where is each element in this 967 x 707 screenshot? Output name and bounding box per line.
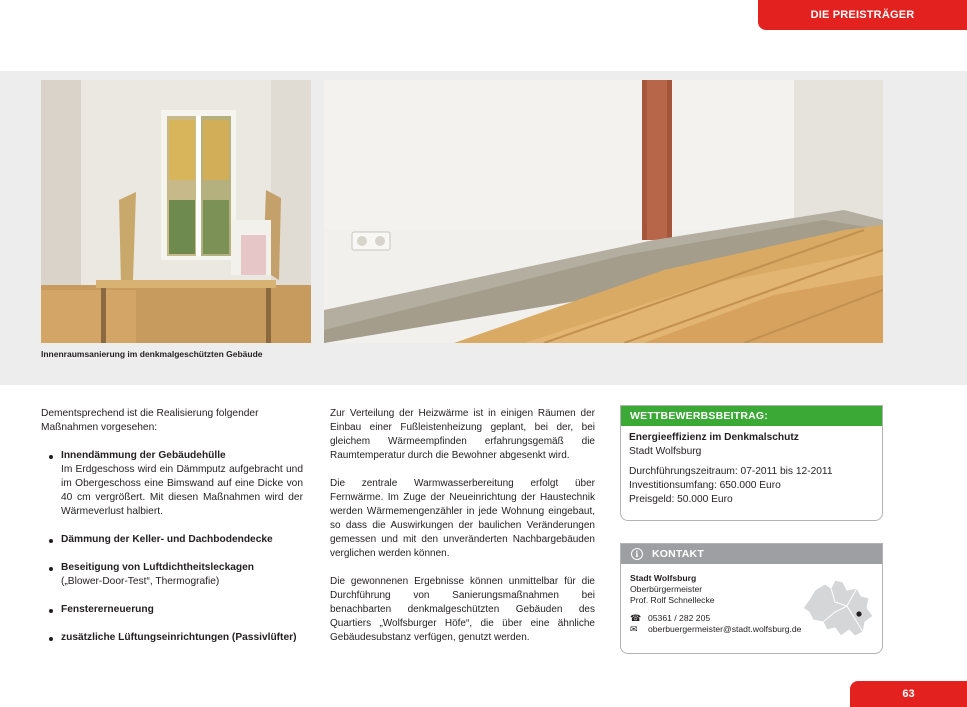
bullet-icon bbox=[49, 455, 53, 459]
contact-phone-row bbox=[630, 613, 801, 624]
intro-paragraph: Dementsprechend ist die Realisierung folgender Maßnahmen vorgesehen: bbox=[41, 408, 259, 433]
body-paragraph: Die zentrale Warmwasserbereitung erfolgt über Fernwärme. Im Zuge der Neueinrichtung der Haustechnik werden Wärmemengenzähler in jede Wohnung eingebaut, so dass die Auswirkungen der baulichen Veränderungen gemessen und mit den unveränderten Nachbargebäuden verglichen werden können. bbox=[330, 478, 595, 559]
kontakt-box bbox=[620, 543, 883, 654]
project-zeitraum: Durchführungszeitraum: 07-2011 bis 12-2011 bbox=[629, 466, 833, 477]
list-item bbox=[41, 533, 303, 547]
list-item bbox=[41, 449, 303, 519]
bullet-icon bbox=[49, 637, 53, 641]
photo-band bbox=[0, 71, 967, 385]
list-item-title: Dämmung der Keller- und Dachbodendecke bbox=[61, 534, 273, 545]
list-item-title: Innendämmung der Gebäudehülle bbox=[61, 450, 226, 461]
body-paragraph: Zur Verteilung der Heizwärme ist in einigen Räumen der Einbau einer Fußleistenheizung geplant, bei der, bei gleichem Wärmeempfinden erfahrungsgemäß die Raumtemperatur durch die Bewohner abgesenkt wird. bbox=[330, 408, 595, 461]
list-item-title: Beseitigung von Luftdichtheitsleckagen bbox=[61, 562, 255, 573]
list-item bbox=[41, 631, 303, 645]
envelope-icon: ✉ bbox=[630, 624, 638, 634]
contact-email-row[interactable] bbox=[630, 624, 801, 635]
wettbewerb-body bbox=[621, 426, 882, 512]
list-item bbox=[41, 603, 303, 617]
phone-icon: ☎ bbox=[630, 613, 642, 623]
bullet-icon bbox=[49, 567, 53, 571]
list-item-text: Im Erdgeschoss wird ein Dämmputz aufgebracht und im Obergeschoss eine Bimswand auf eine Dicke von 40 cm vergrößert. Mit diesen Maßnahmen wird der Wärmeverlust halbiert. bbox=[61, 464, 303, 517]
floor-renovation-photo bbox=[324, 80, 883, 343]
text-column-1 bbox=[41, 407, 303, 659]
kontakt-body bbox=[630, 573, 801, 635]
kontakt-header-label: KONTAKT bbox=[652, 548, 704, 560]
project-city: Stadt Wolfsburg bbox=[629, 446, 702, 457]
project-preisgeld: Preisgeld: 50.000 Euro bbox=[629, 494, 733, 505]
bullet-icon bbox=[49, 539, 53, 543]
list-item-text: („Blower-Door-Test“, Thermografie) bbox=[61, 576, 220, 587]
body-paragraph: Die gewonnenen Ergebnisse können unmittelbar für die Durchführung von Sanierungsmaßnahmen bei benachbarten denkmalgeschützten Gebäuden des Quartiers „Wolfsburger Höfe“, die über eine ähnliche Gebäudesubstanz verfügen, genutzt werden. bbox=[330, 576, 595, 643]
wettbewerb-header: WETTBEWERBSBEITRAG: bbox=[621, 406, 882, 426]
text-column-2 bbox=[330, 407, 595, 659]
bullet-icon bbox=[49, 609, 53, 613]
interior-window-photo bbox=[41, 80, 311, 343]
wettbewerb-box bbox=[620, 405, 883, 521]
contact-name: Prof. Rolf Schnellecke bbox=[630, 595, 715, 605]
list-item-title: Fenstererneuerung bbox=[61, 604, 154, 615]
contact-org: Stadt Wolfsburg bbox=[630, 573, 697, 583]
page-number: 63 bbox=[850, 681, 967, 707]
contact-role: Oberbürgermeister bbox=[630, 584, 703, 594]
contact-email[interactable]: oberbuergermeister@stadt.wolfsburg.de bbox=[648, 624, 802, 634]
contact-phone: 05361 / 282 205 bbox=[648, 613, 711, 623]
section-tab: DIE PREISTRÄGER bbox=[758, 0, 967, 30]
measures-list bbox=[41, 449, 303, 645]
photo-caption: Innenraumsanierung im denkmalgeschützten Gebäude bbox=[41, 349, 263, 359]
kontakt-header bbox=[621, 544, 882, 564]
info-icon: i bbox=[631, 548, 643, 560]
project-title: Energieeffizienz im Denkmalschutz bbox=[629, 432, 799, 443]
list-item-title: zusätzliche Lüftungseinrichtungen (Passivlüfter) bbox=[61, 632, 297, 643]
project-umfang: Investitionsumfang: 650.000 Euro bbox=[629, 480, 781, 491]
list-item bbox=[41, 561, 303, 589]
region-map-icon bbox=[801, 576, 877, 642]
